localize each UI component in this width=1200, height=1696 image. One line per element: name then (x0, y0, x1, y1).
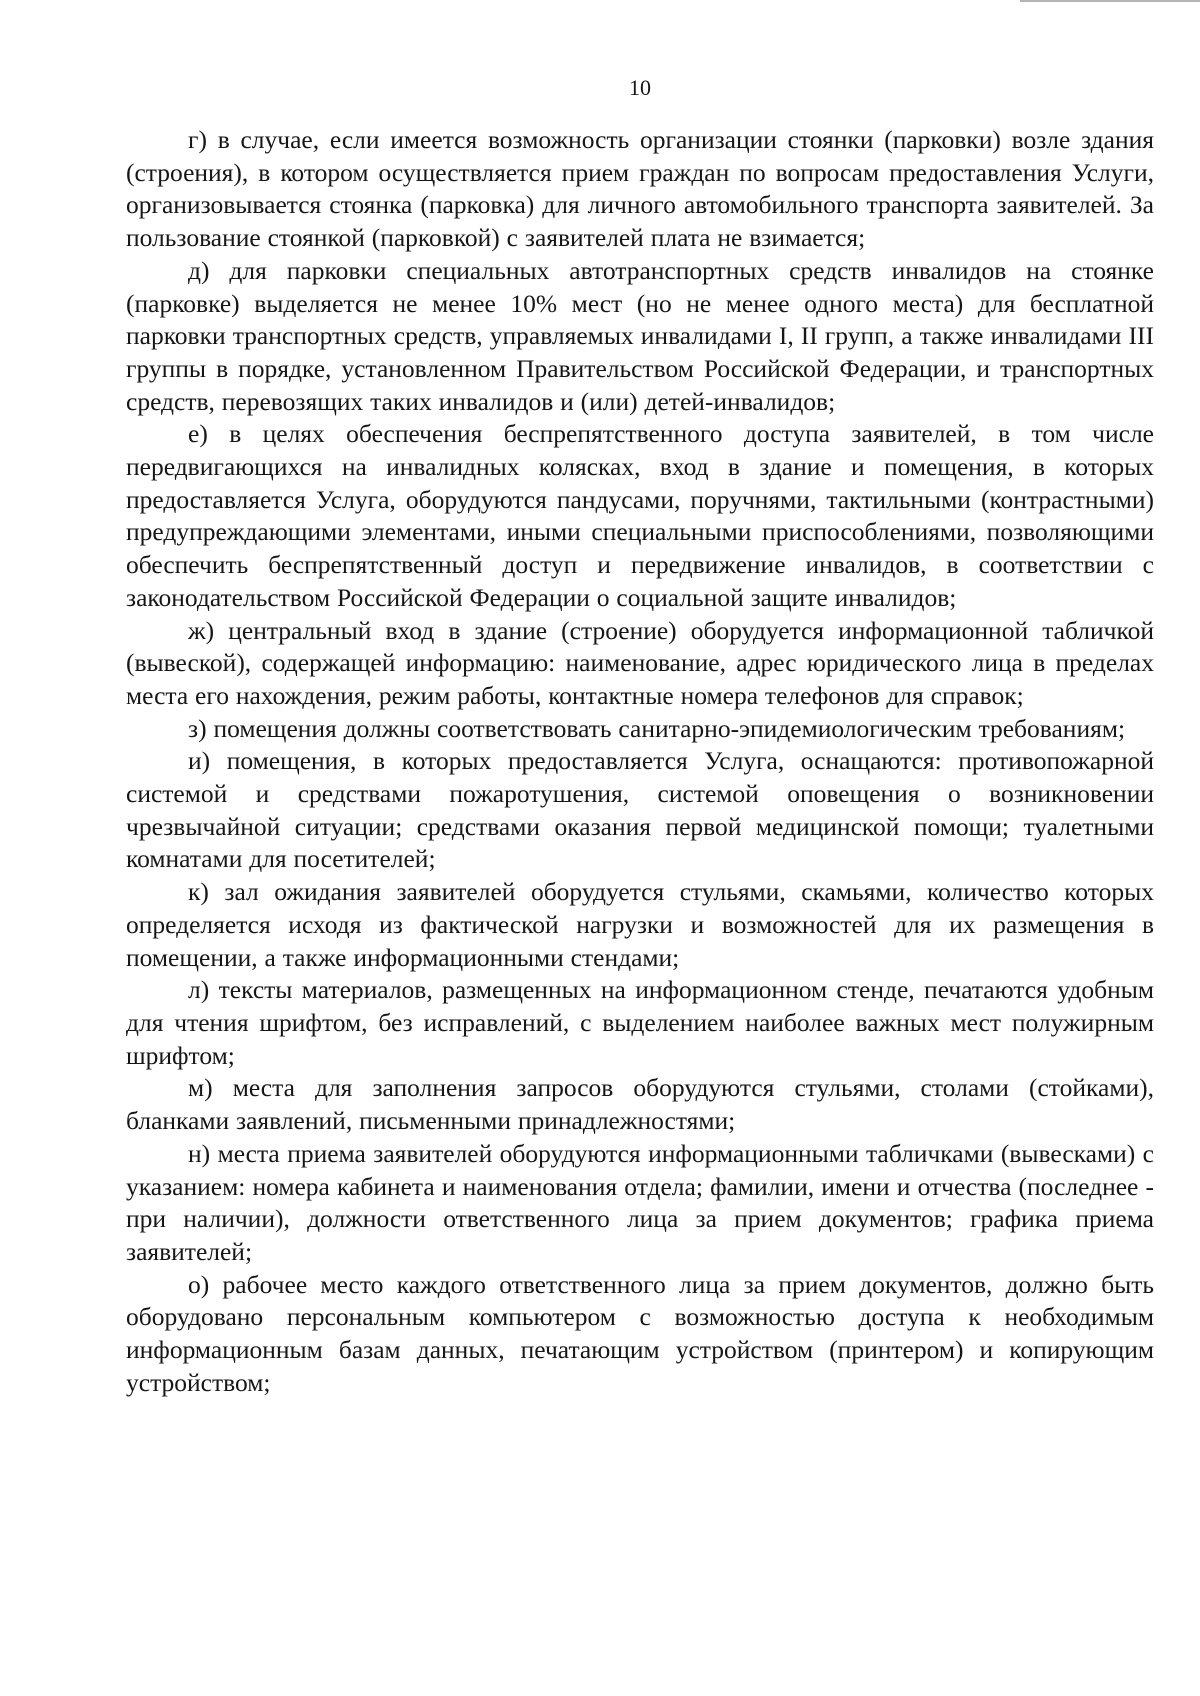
scan-edge-line (1020, 0, 1200, 2)
paragraph-e-accessibility: е) в целях обеспечения беспрепятственного доступа заявителей, в том числе передвигающихся на инвалидных колясках, вход в здание и помещения, в которых предоставляется Услуга, оборудуются пандусами, поручнями, тактильными (контрастными) предупреждающими элементами, иными специальными приспособлениями, позволяющими обеспечить беспрепятственный доступ и передвижение инвалидов, в соответствии с законодательством Российской Федерации о социальной защите инвалидов; (126, 419, 1154, 612)
page-number: 10 (629, 75, 651, 100)
paragraph-o-workplace: о) рабочее место каждого ответственного лица за прием документов, должно быть оборудовано персональным компьютером с возможностью доступа к необходимым информационным базам данных, печатающим устройством (принтером) и копирующим устройством; (126, 1269, 1154, 1397)
document-body (126, 124, 1154, 1399)
paragraph-l-info-stand: л) тексты материалов, размещенных на информационном стенде, печатаются удобным для чтения шрифтом, без исправлений, с выделением наиболее важных мест полужирным шрифтом; (126, 975, 1154, 1070)
paragraph-n-reception-signs: н) места приема заявителей оборудуются информационными табличками (вывесками) с указанием: номера кабинета и наименования отдела; фамилии, имени и отчества (последнее - при наличии), должности ответственного лица за прием документов; графика приема заявителей; (126, 1138, 1154, 1266)
paragraph-d-disabled-parking: д) для парковки специальных автотранспортных средств инвалидов на стоянке (парковке) выделяется не менее 10% мест (но не менее одного места) для бесплатной парковки транспортных средств, управляемых инвалидами I, II групп, а также инвалидами III группы в порядке, установленном Правительством Российской Федерации, и транспортных средств, перевозящих таких инвалидов и (или) детей-инвалидов; (126, 255, 1154, 416)
paragraph-m-request-area: м) места для заполнения запросов оборудуются стульями, столами (стойками), бланками заявлений, письменными принадлежностями; (126, 1073, 1154, 1136)
paragraph-i-equipment: и) помещения, в которых предоставляется Услуга, оснащаются: противопожарной системой и средствами пожаротушения, системой оповещения о возникновении чрезвычайной ситуации; средствами оказания первой медицинской помощи; туалетными комнатами для посетителей; (126, 746, 1154, 874)
paragraph-z-sanitary: з) помещения должны соответствовать санитарно-эпидемиологическим требованиям; (188, 713, 1126, 743)
paragraph-g-parking: г) в случае, если имеется возможность организации стоянки (парковки) возле здания (строения), в котором осуществляется прием граждан по вопросам предоставления Услуги, организовывается стоянка (парковка) для личного автомобильного транспорта заявителей. За пользование стоянкой (парковкой) с заявителей плата не взимается; (126, 125, 1154, 253)
paragraph-zh-entrance-sign: ж) центральный вход в здание (строение) оборудуется информационной табличкой (вывеской), содержащей информацию: наименование, адрес юридического лица в пределах места его нахождения, режим работы, контактные номера телефонов для справок; (126, 615, 1154, 710)
paragraph-k-waiting-room: к) зал ожидания заявителей оборудуется стульями, скамьями, количество которых определяется исходя из фактической нагрузки и возможностей для их размещения в помещении, а также информационными стендами; (126, 877, 1154, 972)
